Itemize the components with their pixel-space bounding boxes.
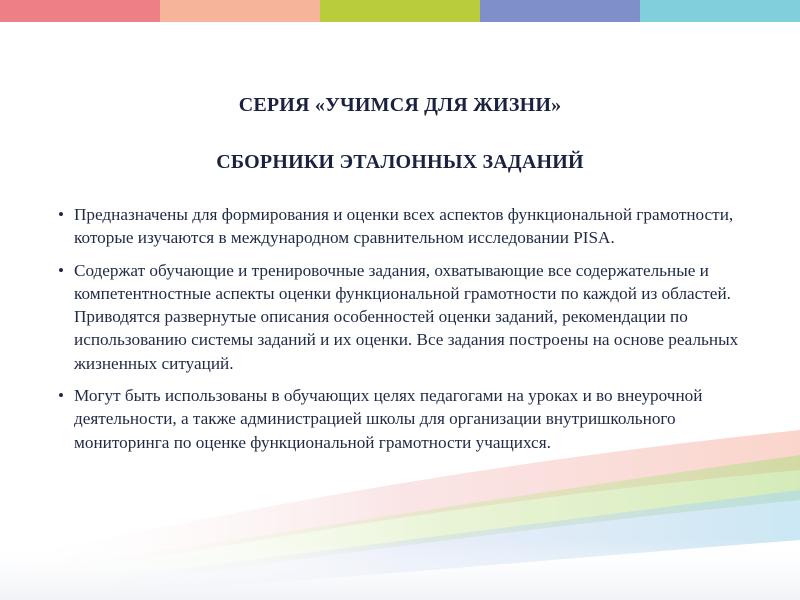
bullet-item-usage (58, 384, 758, 454)
bullet-marker: • (58, 205, 65, 224)
bullet-text: Содержат обучающие и тренировочные задания, охватывающие все содержательные и компетентностные аспекты оценки функциональной грамотности по каждой из областей. Приводятся развернутые описания особенностей оценки заданий, рекомендации по использованию системы заданий и их оценки. Все задания построены на основе реальных жизненных ситуаций. (74, 260, 739, 373)
bullet-item-contents (58, 259, 758, 375)
bullet-text: Могут быть использованы в обучающих целях педагогами на уроках и во внеурочной деятельности, а также администрацией школы для организации внутришкольного мониторинга по оценке функциональной грамотности учащихся. (74, 386, 703, 452)
bullet-text: Предназначены для формирования и оценки всех аспектов функциональной грамотности, которые изучаются в международном сравнительном исследовании PISA. (74, 205, 734, 248)
slide-title-collections: СБОРНИКИ ЭТАЛОННЫХ ЗАДАНИЙ (216, 151, 584, 173)
bullet-marker: • (58, 260, 65, 280)
bullet-list (58, 203, 758, 463)
bullet-item-purpose (58, 203, 758, 250)
bullet-marker: • (58, 386, 65, 406)
slide-title-series: СЕРИЯ «УЧИМСЯ ДЛЯ ЖИЗНИ» (238, 94, 562, 116)
